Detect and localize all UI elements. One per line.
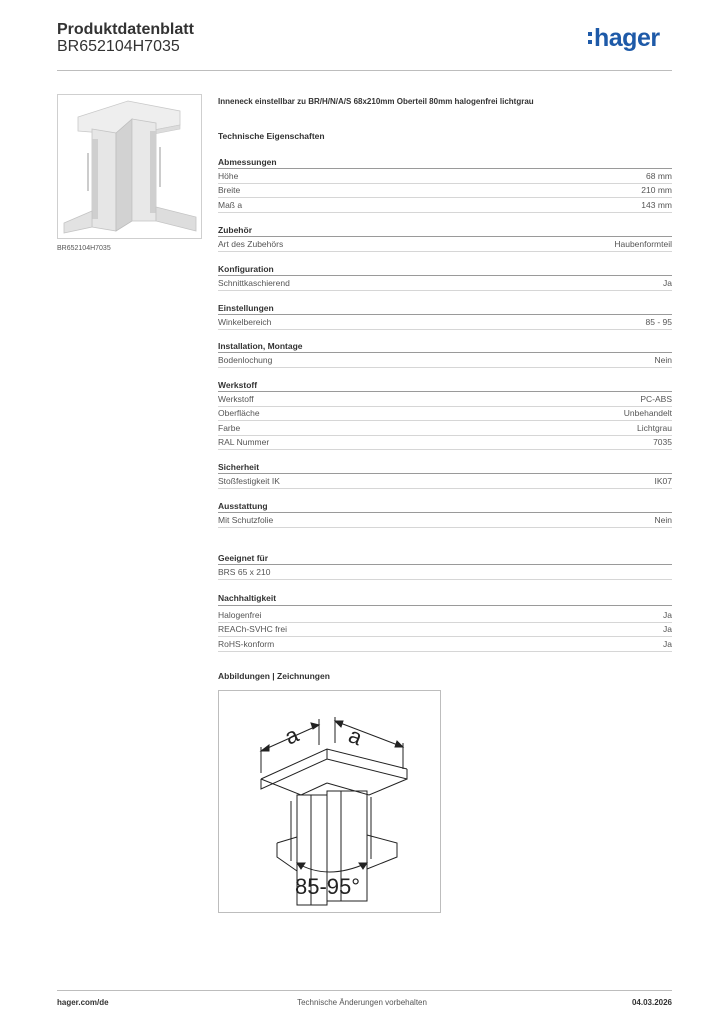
product-description: Inneneck einstellbar zu BR/H/N/A/S 68x210mm Oberteil 80mm halogenfrei lichtgrau: [218, 97, 534, 106]
section-title-werkstoff: Werkstoff: [218, 380, 258, 390]
hager-logo: [588, 24, 660, 52]
table-row: Breite 210 mm: [218, 185, 672, 195]
header-divider: [57, 70, 672, 71]
corner-drawing-icon: [219, 691, 440, 912]
section-title-installation: Installation, Montage: [218, 341, 303, 351]
section-title-abmessungen: Abmessungen: [218, 157, 277, 167]
section-title-geeignet: Geeignet für: [218, 553, 269, 563]
section-divider: [218, 314, 672, 315]
product-image-icon: [58, 95, 201, 238]
section-divider: [218, 236, 672, 237]
section-title-ausstattung: Ausstattung: [218, 501, 268, 511]
table-row: Schnittkaschierend Ja: [218, 278, 672, 288]
table-row: Werkstoff PC-ABS: [218, 394, 672, 404]
section-divider: [218, 352, 672, 353]
dimension-label-a-right: a: [345, 722, 366, 751]
table-row: Oberfläche Unbehandelt: [218, 408, 672, 418]
table-row: Stoßfestigkeit IK IK07: [218, 476, 672, 486]
section-divider: [218, 391, 672, 392]
footer-notice: Technische Änderungen vorbehalten: [297, 998, 427, 1007]
table-row: Farbe Lichtgrau: [218, 423, 672, 433]
footer-divider: [57, 990, 672, 991]
section-title-konfiguration: Konfiguration: [218, 264, 274, 274]
section-title-sicherheit: Sicherheit: [218, 462, 260, 472]
table-row: Winkelbereich 85 - 95: [218, 317, 672, 327]
section-divider: [218, 473, 672, 474]
product-thumbnail: [57, 94, 202, 239]
section-title-einstellungen: Einstellungen: [218, 303, 274, 313]
section-divider: [218, 605, 672, 606]
table-row: Mit Schutzfolie Nein: [218, 515, 672, 525]
section-divider: [218, 512, 672, 513]
dimension-label-a-left: a: [280, 721, 303, 750]
logo-dots-icon: [588, 32, 592, 44]
section-title-zubehoer: Zubehör: [218, 225, 252, 235]
section-title-nachhaltigkeit: Nachhaltigkeit: [218, 593, 277, 603]
article-number: BR652104H7035: [57, 38, 180, 55]
section-title-abbildungen: Abbildungen | Zeichnungen: [218, 671, 330, 681]
section-title-technische: Technische Eigenschaften: [218, 131, 325, 141]
table-row: Maß a 143 mm: [218, 200, 672, 210]
table-row: RAL Nummer 7035: [218, 437, 672, 447]
technical-drawing: [218, 690, 441, 913]
table-row: RoHS-konform Ja: [218, 639, 672, 649]
table-row: REACh-SVHC frei Ja: [218, 624, 672, 634]
table-row: Art des Zubehörs Haubenformteil: [218, 239, 672, 249]
section-divider: [218, 564, 672, 565]
table-row: Bodenlochung Nein: [218, 355, 672, 365]
angle-label: 85-95°: [295, 874, 361, 899]
page-title: Produktdatenblatt: [57, 21, 194, 38]
table-row: BRS 65 x 210: [218, 567, 271, 577]
footer-website-link[interactable]: hager.com/de: [57, 998, 109, 1007]
table-row: Höhe 68 mm: [218, 171, 672, 181]
section-divider: [218, 275, 672, 276]
logo-text: hager: [594, 24, 660, 52]
footer-date: 04.03.2026: [631, 998, 672, 1007]
table-row: Halogenfrei Ja: [218, 610, 672, 620]
section-divider: [218, 168, 672, 169]
thumbnail-caption: BR652104H7035: [57, 245, 111, 252]
